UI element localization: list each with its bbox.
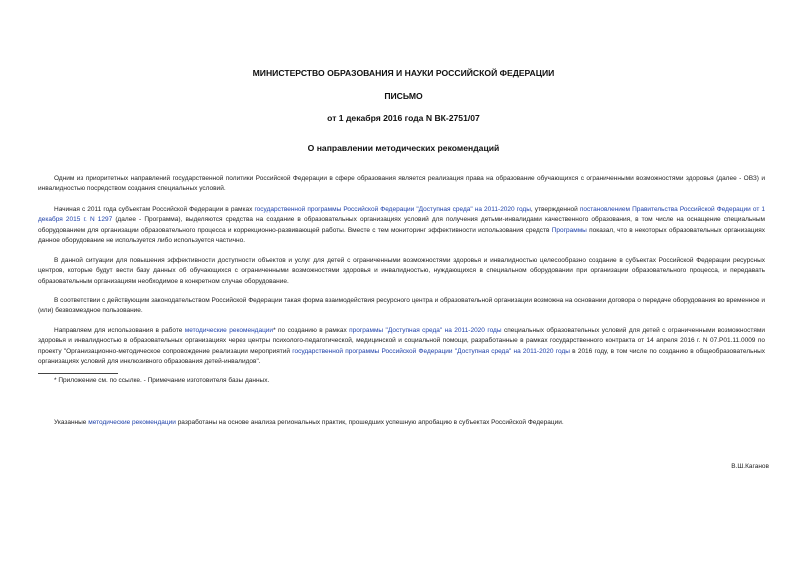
link-state-program-2[interactable]: государственной программы Российской Федерации "Доступная среда" на 2011-2020 годы	[292, 347, 570, 355]
signature: В.Ш.Каганов	[731, 463, 769, 470]
paragraph-3-text: В данной ситуации для повышения эффективности доступности объектов и услуг для детей с ограниченными возможностями здоровья и инвалидностью целесообразно создание в субъектах Российской Федерации ресурсных центров, которые будут вести базу данных об обучающихся с ограниченными возможностями здоровья и инвалидностью, нуждающихся в специальном оборудовании при организации образовательного процесса, и передавать образовательным организациям необходимое в конкретном случае оборудование.	[38, 257, 765, 285]
footnote: * Приложение см. по ссылке. - Примечание изготовителя базы данных.	[54, 377, 270, 384]
paragraph-2-text-d: показал, что в некоторых образовательных организациях данное оборудование не используется либо используется частично.	[38, 226, 765, 245]
paragraph-1-text: Одним из приоритетных направлений государственной политики Российской Федерации в сфере образования является реализация права на образование обучающихся с ограниченными возможностями здоровья (далее - ОВЗ) и инвалидностью посредством создания специальных условий.	[38, 175, 765, 193]
paragraph-4	[38, 296, 765, 317]
paragraph-6-text-b: разработаны на основе анализа региональных практик, прошедших успешную апробацию в субъектах Российской Федерации.	[175, 419, 564, 426]
link-state-program[interactable]: государственной программы Российской Федерации "Доступная среда" на 2011-2020 годы	[254, 206, 531, 213]
document-date-number: от 1 декабря 2016 года N ВК-2751/07	[327, 113, 480, 123]
paragraph-5-text-a: Направляем для использования в работе	[54, 327, 185, 334]
paragraph-2	[38, 205, 765, 247]
paragraph-1	[38, 174, 765, 195]
link-accessible-environment-program[interactable]: программы "Доступная среда" на 2011-2020 годы	[349, 327, 502, 334]
paragraph-3	[38, 256, 765, 287]
document-type: ПИСЬМО	[384, 91, 423, 101]
link-methodical-recommendations-2[interactable]: методические рекомендации	[88, 419, 176, 426]
ministry-heading: МИНИСТЕРСТВО ОБРАЗОВАНИЯ И НАУКИ РОССИЙСКОЙ ФЕДЕРАЦИИ	[252, 68, 555, 78]
paragraph-4-text: В соответствии с действующим законодательством Российской Федерации такая форма взаимодействия ресурсного центра и образовательной организации возможна на основании договора о передаче оборудования во временное и (или) безвозмездное пользование.	[38, 297, 765, 315]
document-subject: О направлении методических рекомендаций	[307, 143, 500, 153]
paragraph-5-text-b: * по созданию в рамках	[273, 327, 350, 334]
paragraph-5	[38, 326, 765, 368]
paragraph-6	[38, 418, 765, 428]
footnote-divider	[38, 373, 118, 374]
paragraph-2-text-b: , утвержденной	[530, 206, 580, 213]
paragraph-6-text-a: Указанные	[54, 419, 89, 426]
paragraph-5-text-d: в 2016 году, в том числе по созданию в общеобразовательных организациях условий для инклюзивного образования детей-инвалидов".	[38, 347, 766, 366]
paragraph-5-text-c: специальных образовательных условий для детей с ограниченными возможностями здоровья и инвалидностью в образовательных организациях через центры психолого-педагогической, медицинской и социальной помощи, разработанные в рамках государственного контракта от 14 апреля 2016 г. N 07.Р01.11.0009 по проекту "Организационно-методическое сопровождение реализации мероприятий	[38, 327, 765, 355]
link-program[interactable]: Программы	[551, 226, 587, 234]
link-government-decree[interactable]: постановлением Правительства Российской Федерации от 1 декабря 2015 г. N 1297	[38, 206, 765, 224]
paragraph-2-text-c: (далее - Программа), выделяются средства на создание в образовательных организациях условий для получения детьми-инвалидами качественного образования, в том числе на оснащение специальным оборудованием для организации образовательного процесса и коррекционно-развивающей работы. Вместе с тем мониторинг эффективности использования средств	[38, 216, 766, 234]
link-methodical-recommendations[interactable]: методические рекомендации	[184, 327, 274, 334]
paragraph-2-text-a: Начиная с 2011 года субъектам Российской Федерации в рамках	[54, 206, 255, 213]
